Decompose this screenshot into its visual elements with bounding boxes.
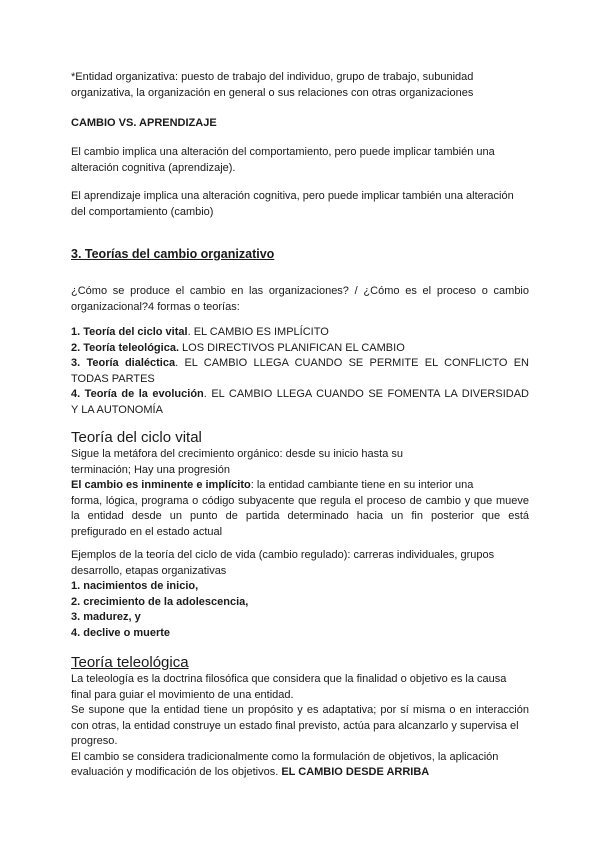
section-3-question: ¿Cómo se produce el cambio en las organizaciones? / ¿Cómo es el proceso o cambio organizacional?4 formas o teorías: [71,285,529,313]
ciclo-vital-examples: Ejemplos de la teoría del ciclo de vida (cambio regulado): carreras individuales, grupos desarrollo, etapas organizativas 1. nacimientos de inicio, 2. crecimiento de la adolescencia, 3. madurez, y 4. declive o muerte [71,548,529,641]
teleologica-body: La teleología es la doctrina filosófica que considera que la finalidad o objetivo es la causa final para guiar el movimiento de una entidad. Se supone que la entidad tiene un propósito y es adaptativa; por sí misma o en interacción con otras, la entidad construye un estado final previsto, actúa para alcanzarlo y supervisa el progreso. El cambio se considera tradicionalmente como la formulación de objetivos, la aplicación evaluación y modificación de los objetivos. EL CAMBIO DESDE ARRIBA [71,673,529,778]
section-3-heading: 3. Teorías del cambio organizativo [71,247,275,261]
stage-item: 4. declive o muerte [71,626,171,639]
theory-item: 4. Teoría de la evolución. EL CAMBIO LLEGA CUANDO SE FOMENTA LA DIVERSIDAD [71,388,529,400]
theories-list: 1. Teoría del ciclo vital. EL CAMBIO ES IMPLÍCITO 2. Teoría teleológica. LOS DIRECTIVOS PLANIFICAN EL CAMBIO 3. Teoría dialéctica. EL CAMBIO LLEGA CUANDO SE PERMITE EL CONFLICTO EN TODAS PARTES 4. Teoría de la evolución. EL CAMBIO LLEGA CUANDO SE FOMENTA LA DIVERSIDAD Y LA AUTONOMÍA [71,326,529,416]
footnote-line: organizativa, la organización en general o sus relaciones con otras organizaciones [71,86,474,99]
theory-item: 2. Teoría teleológica. LOS DIRECTIVOS PLANIFICAN EL CAMBIO [71,341,405,354]
cambio-paragraph: El cambio implica una alteración del comportamiento, pero puede implicar también una alteración cognitiva (aprendizaje). [71,146,495,174]
ciclo-vital-heading: Teoría del ciclo vital [71,429,202,446]
stage-item: 1. nacimientos de inicio, [71,580,199,592]
cambio-vs-aprendizaje-heading: CAMBIO VS. APRENDIZAJE [71,117,217,129]
theory-item: 1. Teoría del ciclo vital. EL CAMBIO ES IMPLÍCITO [71,326,329,338]
stage-item: 2. crecimiento de la adolescencia, [71,595,249,608]
aprendizaje-paragraph: El aprendizaje implica una alteración cognitiva, pero puede implicar también una alteración del comportamiento (cambio) [71,190,514,218]
stage-item: 3. madurez, y [71,611,141,623]
footnote-line: *Entidad organizativa: puesto de trabajo del individuo, grupo de trabajo, subunidad [71,71,474,83]
teleologica-heading: Teoría teleológica [71,654,189,671]
entity-footnote [71,70,529,101]
theory-item: 3. Teoría dialéctica. EL CAMBIO LLEGA CUANDO SE PERMITE EL CONFLICTO EN [71,357,529,369]
ciclo-vital-body: Sigue la metáfora del crecimiento orgánico: desde su inicio hasta su terminación; Hay una progresión El cambio es inminente e implícito: la entidad cambiante tiene en su interior una forma, lógica, programa o código subyacente que regula el proceso de cambio y que mueve la entidad desde un punto de partida determinado hacia un fin posterior que está prefigurado en el estado actual [71,448,529,538]
